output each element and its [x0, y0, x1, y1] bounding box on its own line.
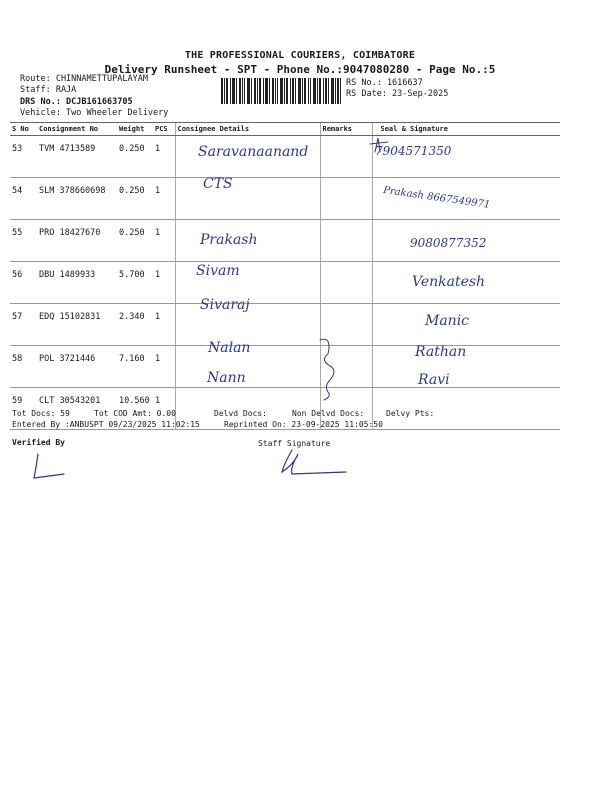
column-header: Seal & Signature: [372, 123, 560, 136]
column-header: S No: [10, 123, 37, 136]
pcs-value: 1: [153, 346, 175, 388]
consignment-number: DBU 1489933: [37, 262, 117, 304]
rs-number: RS No.: 1616637: [346, 78, 423, 88]
seal-handwriting: Venkatesh: [412, 274, 486, 290]
table-row: [10, 304, 560, 346]
pcs-value: 1: [153, 178, 175, 220]
total-cod-amount: Tot COD Amt: 0.00: [94, 409, 176, 418]
remarks-cell: [320, 136, 372, 178]
table-header-row: [10, 123, 560, 136]
table-row: [10, 346, 560, 388]
serial-number: 57: [10, 304, 37, 346]
verified-by-label: Verified By: [12, 438, 65, 447]
serial-number: 58: [10, 346, 37, 388]
consignee-handwriting: Nalan: [208, 340, 251, 356]
consignee-handwriting: CTS: [203, 176, 233, 192]
weight-value: 5.700: [117, 262, 153, 304]
serial-number: 55: [10, 220, 37, 262]
weight-value: 0.250: [117, 220, 153, 262]
verified-by-signature: [28, 448, 88, 482]
pcs-value: 1: [153, 136, 175, 178]
delivered-docs: Delvd Docs:: [214, 409, 267, 418]
non-delivered-docs: Non Delvd Docs:: [292, 409, 365, 418]
remarks-cell: [320, 262, 372, 304]
total-docs: Tot Docs: 59: [12, 409, 70, 418]
consignment-number: EDQ 15102831: [37, 304, 117, 346]
pcs-value: 1: [153, 388, 175, 430]
remarks-cell: [320, 178, 372, 220]
consignee-handwriting: Nann: [207, 370, 246, 386]
remarks-cell: [320, 346, 372, 388]
staff-label: Staff: RAJA: [20, 85, 77, 95]
consignment-number: SLM 378660698: [37, 178, 117, 220]
weight-value: 2.340: [117, 304, 153, 346]
staff-signature-label: Staff Signature: [258, 439, 331, 448]
consignment-number: TVM 4713589: [37, 136, 117, 178]
remarks-cell: [320, 220, 372, 262]
weight-value: 0.250: [117, 136, 153, 178]
serial-number: 53: [10, 136, 37, 178]
rs-date: RS Date: 23-Sep-2025: [346, 89, 449, 99]
consignee-handwriting: Prakash: [200, 232, 258, 248]
weight-value: 0.250: [117, 178, 153, 220]
consignment-number: POL 3721446: [37, 346, 117, 388]
staff-signature: [274, 446, 354, 480]
consignee-handwriting: Sivaraj: [200, 297, 250, 313]
seal-handwriting: Manic: [425, 313, 470, 329]
column-header: Consignment No: [37, 123, 117, 136]
consignee-handwriting: Saravanaanand: [198, 144, 309, 160]
reprinted-on: Reprinted On: 23-09-2025 11:05:50: [224, 420, 383, 429]
barcode: [221, 78, 341, 104]
column-header: Weight: [117, 123, 153, 136]
consignee-cell: [175, 178, 320, 220]
column-header: Remarks: [320, 123, 372, 136]
pcs-value: 1: [153, 304, 175, 346]
consignment-number: CLT 30543201: [37, 388, 117, 430]
consignee-handwriting: Sivam: [196, 263, 240, 279]
runsheet-title: Delivery Runsheet - SPT - Phone No.:9047080280 - Page No.:5: [104, 63, 496, 76]
drs-number: DRS No.: DCJB161663705: [20, 97, 133, 107]
weight-value: 10.560: [117, 388, 153, 430]
column-header: PCS: [153, 123, 175, 136]
seal-handwriting: 9080877352: [410, 236, 487, 250]
seal-handwriting: 7904571350: [375, 144, 452, 158]
column-header: Consignee Details: [175, 123, 320, 136]
pcs-value: 1: [153, 262, 175, 304]
serial-number: 59: [10, 388, 37, 430]
seal-handwriting: Rathan: [415, 344, 467, 360]
route-label: Route: CHINNAMETTUPALAYAM: [20, 74, 148, 84]
seal-handwriting: Prakash 8667549971: [382, 185, 491, 211]
delivery-points: Delvy Pts:: [386, 409, 435, 418]
entered-by: Entered By :ANBUSPT 09/23/2025 11:02:15: [12, 420, 200, 429]
weight-value: 7.160: [117, 346, 153, 388]
vehicle-label: Vehicle: Two Wheeler Delivery: [20, 108, 169, 118]
seal-handwriting: Ravi: [418, 372, 450, 388]
company-name: THE PROFESSIONAL COURIERS, COIMBATORE: [184, 50, 416, 61]
serial-number: 56: [10, 262, 37, 304]
pcs-value: 1: [153, 220, 175, 262]
serial-number: 54: [10, 178, 37, 220]
consignment-number: PRO 18427670: [37, 220, 117, 262]
remarks-cell: [320, 304, 372, 346]
